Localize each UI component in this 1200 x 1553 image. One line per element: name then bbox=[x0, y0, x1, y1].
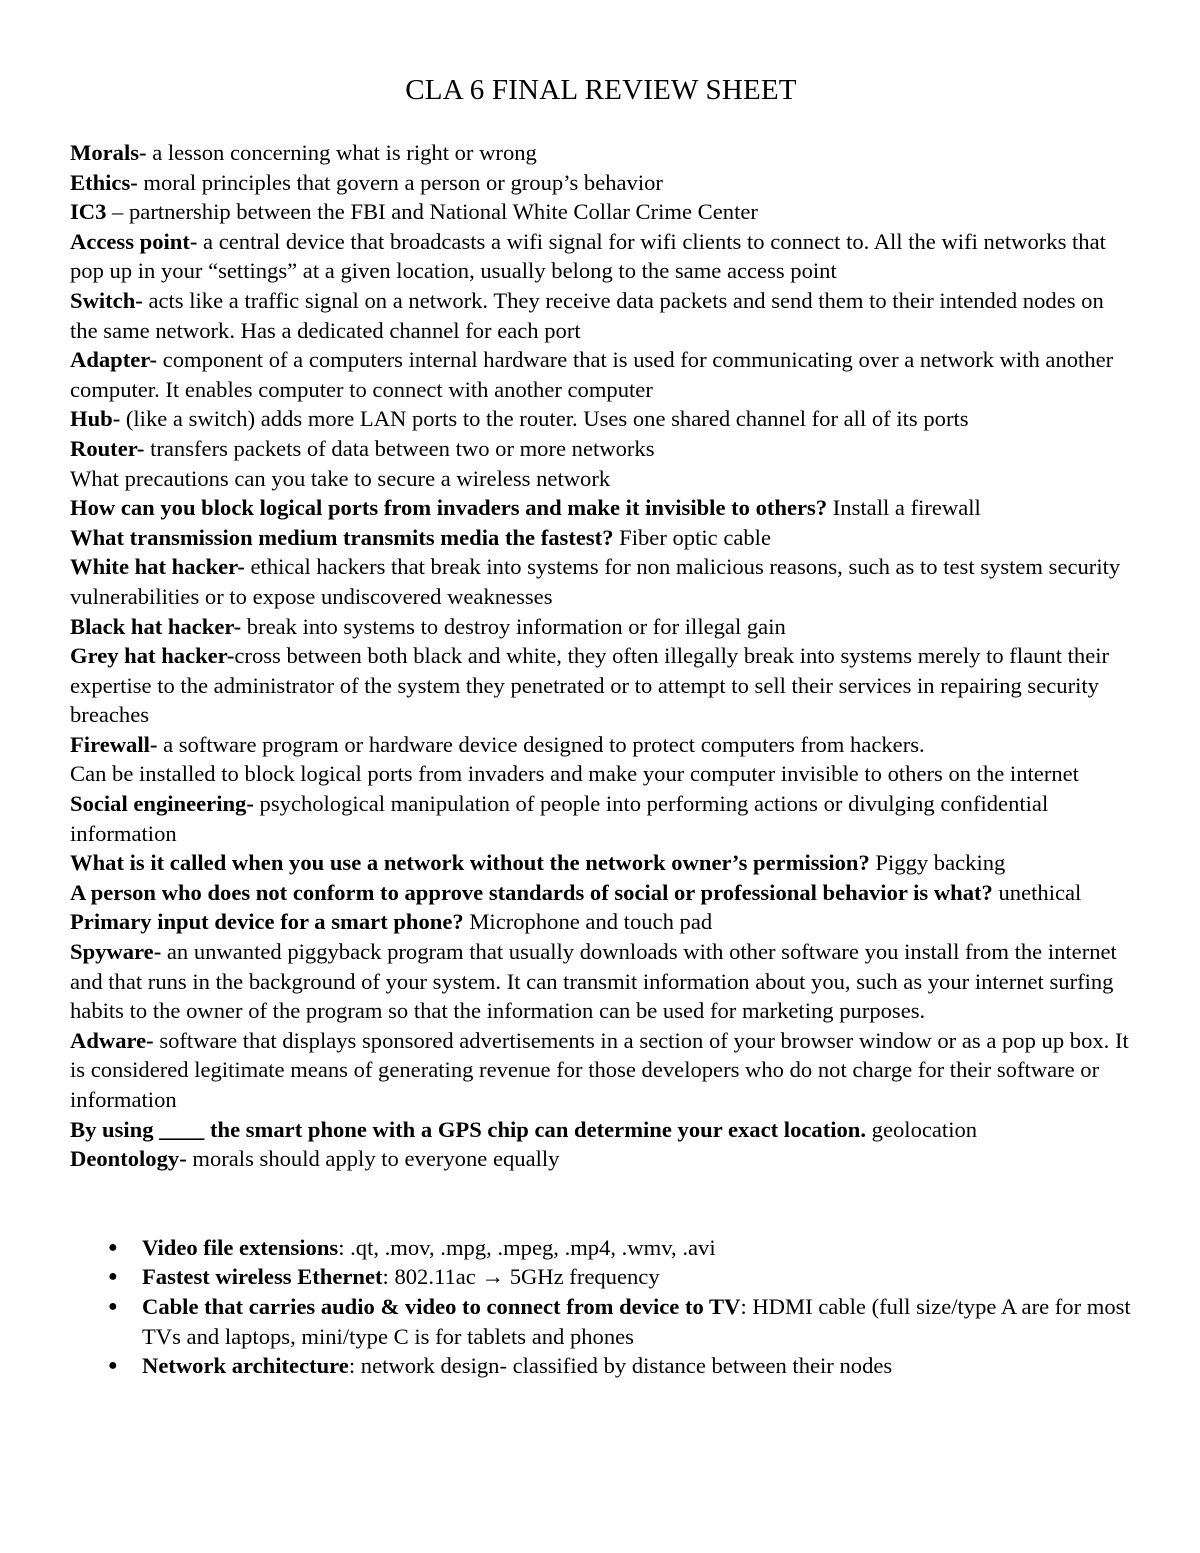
definition-entry bbox=[70, 1026, 1132, 1115]
bullet-list bbox=[70, 1233, 1132, 1381]
page-title: CLA 6 FINAL REVIEW SHEET bbox=[405, 74, 797, 106]
definition-text: morals should apply to everyone equally bbox=[186, 1146, 560, 1172]
bullet-text: : 802.11ac → 5GHz frequency bbox=[382, 1264, 660, 1290]
definition-text: (like a switch) adds more LAN ports to the router. Uses one shared channel for all of its ports bbox=[120, 406, 969, 432]
definition-text: break into systems to destroy information or for illegal gain bbox=[241, 613, 786, 639]
definition-entry bbox=[70, 286, 1132, 345]
definition-term: Social engineering- bbox=[70, 791, 254, 817]
definition-term: Morals- bbox=[70, 140, 147, 165]
definition-term: White hat hacker- bbox=[70, 554, 245, 580]
definition-text: ethical hackers that break into systems for non malicious reasons, such as to test system security vulnerabilities or to expose undiscovered weaknesses bbox=[70, 554, 1121, 609]
definition-text: moral principles that govern a person or group’s behavior bbox=[137, 169, 663, 195]
spacer bbox=[70, 1174, 1132, 1233]
bullet-dot-icon: ● bbox=[108, 1297, 118, 1315]
bullet-item bbox=[70, 1351, 1132, 1381]
definition-text: software that displays sponsored advertisements in a section of your browser window or as a pop up box. It is considered legitimate means of generating revenue for those developers who do not charge for their software or information bbox=[70, 1027, 1129, 1112]
definition-term: Primary input device for a smart phone? bbox=[70, 909, 464, 935]
document-page bbox=[70, 72, 1132, 1381]
bullet-text: : .qt, .mov, .mpg, .mpeg, .mp4, .wmv, .avi bbox=[338, 1234, 716, 1260]
definition-text: cross between both black and white, they often illegally break into systems merely to flaunt their expertise to the administrator of the system they penetrated or to attempt to sell their services in repairing security breaches bbox=[70, 643, 1110, 728]
definition-entry bbox=[70, 641, 1132, 730]
definition-entry bbox=[70, 523, 1132, 553]
bullet-term: Network architecture bbox=[142, 1353, 349, 1379]
definition-term: What transmission medium transmits media the fastest? bbox=[70, 524, 614, 550]
definition-text: psychological manipulation of people into performing actions or divulging confidential information bbox=[70, 791, 1049, 846]
definition-text: Can be installed to block logical ports from invaders and make your computer invisible to others on the internet bbox=[70, 761, 1079, 787]
definition-entry bbox=[70, 612, 1132, 642]
definition-entry bbox=[70, 730, 1132, 760]
definition-entry bbox=[70, 937, 1132, 1026]
definition-term: Router- bbox=[70, 435, 145, 461]
definition-entry bbox=[70, 848, 1132, 878]
definition-text: transfers packets of data between two or more networks bbox=[144, 435, 655, 461]
definition-entry bbox=[70, 434, 1132, 464]
definition-entry bbox=[70, 197, 1132, 227]
definition-entry bbox=[70, 345, 1132, 404]
definition-term: A person who does not conform to approve standards of social or professional behavior is what? bbox=[70, 879, 993, 905]
definition-term: Ethics- bbox=[70, 169, 138, 195]
definition-entry bbox=[70, 878, 1132, 908]
definition-entry bbox=[70, 1144, 1132, 1174]
definitions-list bbox=[70, 138, 1132, 1381]
bullet-term: Fastest wireless Ethernet bbox=[142, 1264, 383, 1290]
definition-text: a central device that broadcasts a wifi signal for wifi clients to connect to. All the wifi networks that pop up in your “settings” at a given location, usually belong to the same access point bbox=[70, 228, 1106, 284]
definition-term: Access point- bbox=[70, 228, 198, 254]
definition-text: component of a computers internal hardware that is used for communicating over a network with another computer. It enables computer to connect with another computer bbox=[70, 347, 1114, 402]
definition-entry bbox=[70, 138, 1132, 168]
definition-text: Piggy backing bbox=[869, 850, 1006, 876]
definition-text: acts like a traffic signal on a network. They receive data packets and send them to their intended nodes on the same network. Has a dedicated channel for each port bbox=[70, 287, 1104, 343]
definition-term: IC3 bbox=[70, 199, 107, 225]
definition-term: Hub- bbox=[70, 406, 121, 432]
bullet-item bbox=[70, 1233, 1132, 1263]
definition-text: – partnership between the FBI and National White Collar Crime Center bbox=[106, 199, 758, 225]
definition-entry bbox=[70, 464, 1132, 494]
definition-term: Grey hat hacker- bbox=[70, 643, 235, 669]
definition-entry bbox=[70, 168, 1132, 198]
bullet-text: : HDMI cable (full size/type A are for most TVs and laptops, mini/type C is for tablets and phones bbox=[142, 1293, 1131, 1349]
definition-entry bbox=[70, 552, 1132, 611]
definition-term: What is it called when you use a network without the network owner’s permission? bbox=[70, 850, 870, 876]
bullet-dot-icon: ● bbox=[108, 1268, 118, 1286]
bullet-text: : network design- classified by distance between their nodes bbox=[348, 1353, 893, 1379]
definition-term: Spyware- bbox=[70, 939, 162, 965]
definition-text: Fiber optic cable bbox=[613, 524, 771, 550]
definition-term: How can you block logical ports from invaders and make it invisible to others? bbox=[70, 495, 828, 521]
definition-text: What precautions can you take to secure a wireless network bbox=[70, 465, 611, 491]
definition-text: Install a firewall bbox=[827, 495, 981, 521]
definition-text: Microphone and touch pad bbox=[463, 909, 713, 935]
definition-term: Black hat hacker- bbox=[70, 613, 242, 639]
bullet-dot-icon: ● bbox=[108, 1238, 118, 1256]
definition-text: a software program or hardware device designed to protect computers from hackers. bbox=[157, 731, 925, 757]
definition-entry bbox=[70, 907, 1132, 937]
definition-term: Switch- bbox=[70, 287, 143, 313]
definition-entry bbox=[70, 404, 1132, 434]
definition-term: Adware- bbox=[70, 1027, 154, 1053]
bullet-item bbox=[70, 1262, 1132, 1292]
definition-text: a lesson concerning what is right or wrong bbox=[146, 140, 537, 165]
bullet-term: Video file extensions bbox=[142, 1234, 339, 1260]
definition-term: By using ____ the smart phone with a GPS chip can determine your exact location. bbox=[70, 1116, 867, 1142]
bullet-dot-icon: ● bbox=[108, 1357, 118, 1375]
definition-text: an unwanted piggyback program that usually downloads with other software you install from the internet and that runs in the background of your system. It can transmit information about you, such as your internet surfing habits to the owner of the program so that the information can be used for marketing purposes. bbox=[70, 939, 1117, 1024]
bullet-term: Cable that carries audio & video to connect from device to TV bbox=[142, 1293, 741, 1319]
definition-entry bbox=[70, 759, 1132, 789]
definition-term: Firewall- bbox=[70, 731, 158, 757]
definition-text: unethical bbox=[992, 879, 1082, 905]
definition-entry bbox=[70, 1115, 1132, 1145]
definition-entry bbox=[70, 789, 1132, 848]
definition-term: Deontology- bbox=[70, 1146, 187, 1172]
bullet-item bbox=[70, 1292, 1132, 1351]
definition-entry bbox=[70, 227, 1132, 286]
definition-text: geolocation bbox=[866, 1116, 978, 1142]
definition-entry bbox=[70, 493, 1132, 523]
definition-term: Adapter- bbox=[70, 347, 158, 373]
